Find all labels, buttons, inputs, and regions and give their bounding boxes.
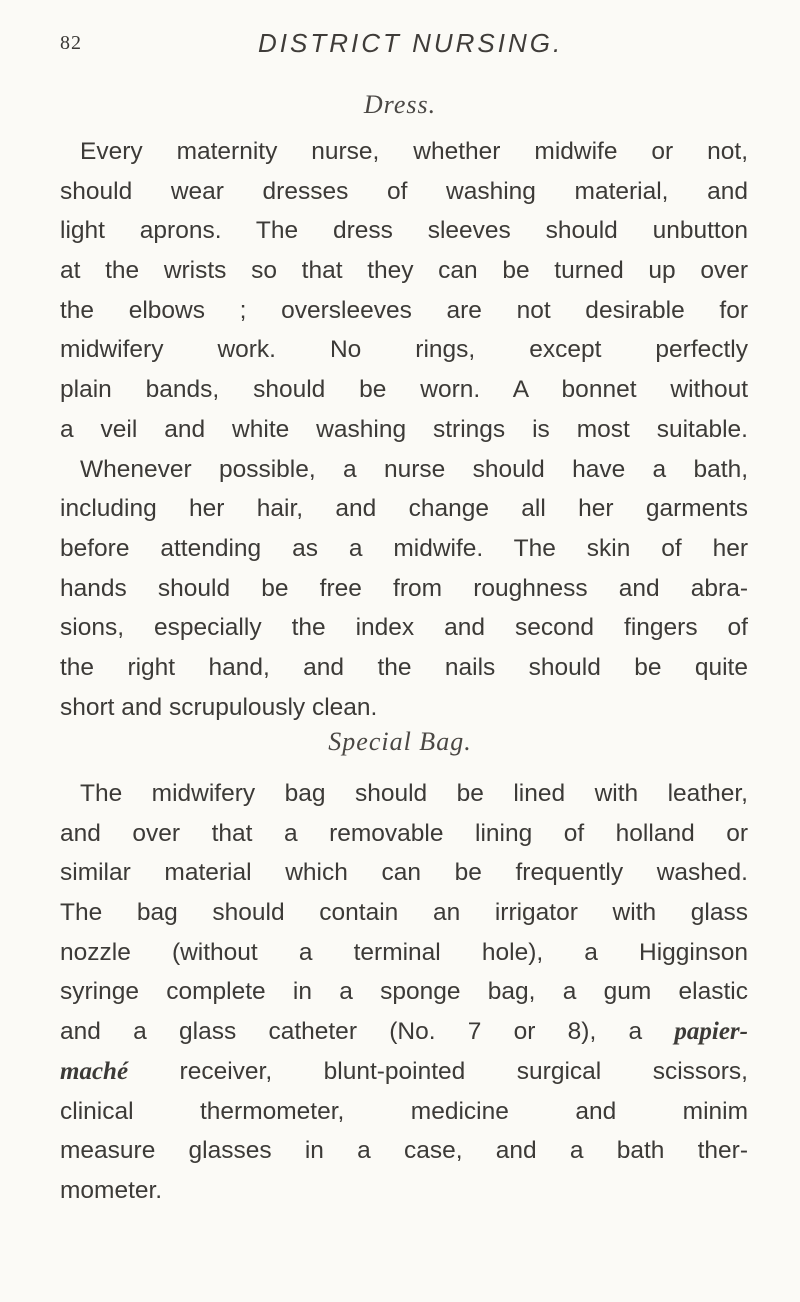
text-line: light aprons. The dress sleeves should unbutton [60, 217, 748, 245]
text-line: syringe complete in a sponge bag, a gum elastic [60, 978, 748, 1006]
text-run: receiver, blunt-pointed surgical scissors, [128, 1057, 748, 1085]
text-line: the elbows ; oversleeves are not desirable for [60, 296, 748, 324]
text-line [60, 1052, 748, 1092]
text-line: sions, especially the index and second fingers of [60, 614, 748, 642]
text-line: short and scrupulously clean. [60, 693, 378, 721]
text-line: The bag should contain an irrigator with glass [60, 899, 748, 927]
italic-term: maché [60, 1057, 129, 1085]
running-head [0, 28, 800, 64]
text-line: similar material which can be frequently washed. [60, 859, 748, 887]
text-line: at the wrists so that they can be turned up over [60, 257, 748, 285]
text-line: midwifery work. No rings, except perfectly [60, 336, 748, 364]
section-heading-dress: Dress. [363, 90, 437, 119]
text-line: hands should be free from roughness and abra- [60, 574, 748, 602]
page-number: 82 [60, 32, 82, 54]
paragraph-special-bag [60, 774, 748, 1211]
paragraph-dress [60, 132, 748, 727]
text-line: measure glasses in a case, and a bath ther- [60, 1137, 748, 1165]
italic-term: papier- [674, 1018, 748, 1046]
text-run: and a glass catheter (No. 7 or 8), a [60, 1018, 675, 1046]
text-line: the right hand, and the nails should be quite [60, 653, 748, 681]
text-line: a veil and white washing strings is most suitable. [60, 415, 748, 443]
running-title: DISTRICT NURSING. [258, 28, 564, 58]
text-line [60, 1012, 748, 1052]
text-line: plain bands, should be worn. A bonnet without [60, 376, 748, 404]
text-line: including her hair, and change all her garments [60, 495, 748, 523]
text-line: should wear dresses of washing material, and [60, 177, 748, 205]
text-line: before attending as a midwife. The skin of her [60, 534, 748, 562]
text-line: Every maternity nurse, whether midwife or not, [80, 138, 748, 165]
text-line: Whenever possible, a nurse should have a bath, [80, 455, 748, 483]
text-line: clinical thermometer, medicine and minim [60, 1097, 748, 1125]
text-line: and over that a removable lining of holland or [60, 819, 748, 847]
section-heading-special-bag: Special Bag. [328, 727, 472, 756]
text-line: The midwifery bag should be lined with leather, [80, 780, 748, 807]
text-line: nozzle (without a terminal hole), a Higginson [60, 938, 748, 966]
text-line: mometer. [60, 1176, 163, 1204]
